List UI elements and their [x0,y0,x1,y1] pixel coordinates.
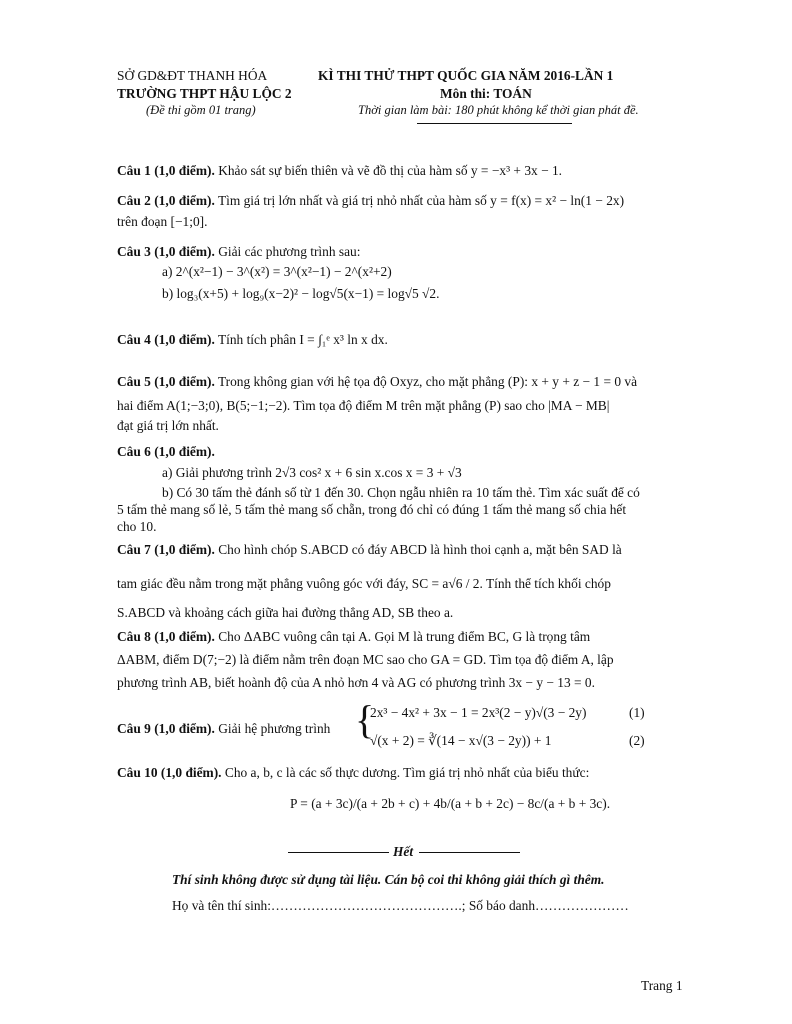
question-label: Câu 9 (1,0 điểm). [117,721,215,736]
system-equation-1-number: (1) [629,705,645,720]
question-3-part-a: a) 2^(x²−1) − 3^(x²) = 3^(x²−1) − 2^(x²+2) [162,264,392,279]
system-equation-2: √(x + 2) = ∛(14 − x√(3 − 2y)) + 1 [370,733,552,748]
question-label: Câu 1 (1,0 điểm). [117,163,215,178]
end-mark: Hết [393,844,414,859]
question-6-part-a: a) Giải phương trình 2√3 cos² x + 6 sin x.cos x = 3 + √3 [162,465,462,480]
question-text: Trong không gian với hệ tọa độ Oxyz, cho mặt phẳng (P): x + y + z − 1 = 0 và [217,374,638,389]
page-count-note: (Đề thi gồm 01 trang) [146,103,256,117]
question-label: Câu 6 (1,0 điểm). [117,444,215,459]
question-text-line2: trên đoạn [−1;0]. [117,214,208,229]
question-6-part-b: b) Có 30 tấm thẻ đánh số từ 1 đến 30. Chọn ngẫu nhiên ra 10 tấm thẻ. Tìm xác suất để có [162,485,640,500]
question-text: Cho ΔABC vuông cân tại A. Gọi M là trung điểm BC, G là trọng tâm [218,629,591,644]
question-text: Tìm giá trị lớn nhất và giá trị nhỏ nhất của hàm số y = f(x) = x² − ln(1 − 2x) [217,193,625,208]
question-label: Câu 4 (1,0 điểm). [117,332,215,347]
exam-subject: Môn thi: TOÁN [440,86,532,101]
end-rule-left [288,852,389,853]
question-7 [117,541,677,621]
question-6 [117,443,677,535]
department-name: SỞ GD&ĐT THANH HÓA [117,68,268,83]
question-1 [117,162,677,179]
question-text: Khảo sát sự biến thiên và vẽ đồ thị của hàm số y = −x³ + 3x − 1. [218,163,563,178]
end-rule-right [419,852,520,853]
question-text: Cho a, b, c là các số thực dương. Tìm giá trị nhỏ nhất của biểu thức: [224,765,590,780]
question-label: Câu 10 (1,0 điểm). [117,765,222,780]
question-5 [117,373,677,434]
question-label: Câu 5 (1,0 điểm). [117,374,215,389]
question-6-part-b-line2: 5 tấm thẻ mang số lẻ, 5 tấm thẻ mang số chẵn, trong đó chỉ có đúng 1 tấm thẻ mang số chia hết [117,502,627,517]
candidate-info-line: Họ và tên thí sinh:…………………………………….; Số báo danh………………… [172,898,629,913]
question-label: Câu 7 (1,0 điểm). [117,542,215,557]
system-equation-2-number: (2) [629,733,645,748]
question-10 [117,764,677,781]
header-underline [417,123,572,124]
exam-title: KÌ THI THỬ THPT QUỐC GIA NĂM 2016-LẦN 1 [318,68,614,83]
page-number: Trang 1 [641,978,683,993]
question-text-line3: phương trình AB, biết hoành độ của A nhỏ hơn 4 và AG có phương trình 3x − y − 13 = 0. [117,675,595,690]
question-text-line3: đạt giá trị lớn nhất. [117,418,219,433]
system-equation-1: 2x³ − 4x² + 3x − 1 = 2x³(2 − y)√(3 − 2y) [370,705,587,720]
school-name: TRƯỜNG THPT HẬU LỘC 2 [117,86,292,101]
question-6-part-b-line3: cho 10. [117,519,157,534]
question-text-line2: ΔABM, điểm D(7;−2) là điểm nằm trên đoạn MC sao cho GA = GD. Tìm tọa độ điểm A, lập [117,652,614,667]
question-text-line2: tam giác đều nằm trong mặt phẳng vuông góc với đáy, SC = a√6 / 2. Tính thể tích khối chóp [117,576,611,591]
exam-duration: Thời gian làm bài: 180 phút không kể thời gian phát đề. [358,103,639,117]
question-label: Câu 3 (1,0 điểm). [117,244,215,259]
question-3 [117,243,677,302]
question-2 [117,192,677,230]
question-text-line3: S.ABCD và khoảng cách giữa hai đường thẳng AD, SB theo a. [117,605,454,620]
question-text: Giải các phương trình sau: [218,244,361,259]
expression-formula: P = (a + 3c)/(a + 2b + c) + 4b/(a + b + 2c) − 8c/(a + b + 3c). [290,796,611,811]
question-text: Cho hình chóp S.ABCD có đáy ABCD là hình thoi cạnh a, mặt bên SAD là [218,542,622,557]
footer-note: Thí sinh không được sử dụng tài liệu. Cán bộ coi thi không giải thích gì thêm. [172,872,605,887]
question-label: Câu 8 (1,0 điểm). [117,629,215,644]
question-3-part-b: b) log₃(x+5) + log₉(x−2)² − log√5(x−1) = log√5 √2. [162,286,440,301]
system-brace: { [355,697,375,742]
question-text-line2: hai điểm A(1;−3;0), B(5;−1;−2). Tìm tọa độ điểm M trên mặt phẳng (P) sao cho |MA − MB| [117,398,610,413]
question-8 [117,628,677,691]
question-4 [117,331,677,348]
question-label: Câu 2 (1,0 điểm). [117,193,215,208]
question-text: Tính tích phân I = ∫₁ᵉ x³ ln x dx. [217,332,388,347]
question-text: Giải hệ phương trình [218,721,331,736]
